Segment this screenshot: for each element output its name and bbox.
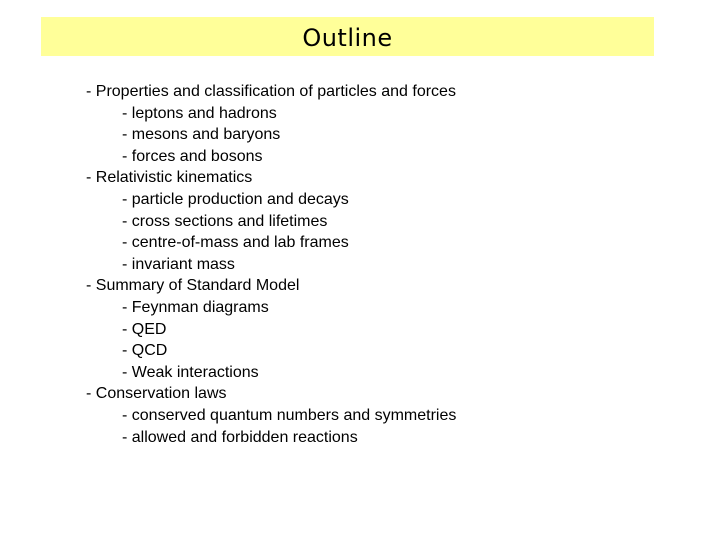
outline-subitem: - cross sections and lifetimes [122,212,328,230]
outline-subitem: - centre-of-mass and lab frames [122,234,349,252]
outline-item: - Relativistic kinematics [86,169,253,187]
outline-subitem: - Weak interactions [122,363,259,381]
outline-subitem: - Feynman diagrams [122,298,269,316]
outline-item: - Properties and classification of particles and forces [86,83,456,100]
outline-subitem: - leptons and hadrons [122,104,277,122]
outline-subitem: - forces and bosons [122,147,263,165]
outline-subitem: - mesons and baryons [122,126,281,144]
outline-list [85,81,685,448]
outline-subitem: - QED [122,320,167,338]
outline-subitem: - invariant mass [122,255,235,273]
outline-subitem: - allowed and forbidden reactions [122,428,358,446]
slide-title: Outline [302,23,393,52]
outline-subitem: - conserved quantum numbers and symmetries [122,406,457,424]
outline-item: - Summary of Standard Model [86,277,300,295]
title-bar [41,17,654,56]
outline-subitem: - particle production and decays [122,190,349,208]
outline-item: - Conservation laws [86,385,227,403]
outline-subitem: - QCD [122,342,168,360]
